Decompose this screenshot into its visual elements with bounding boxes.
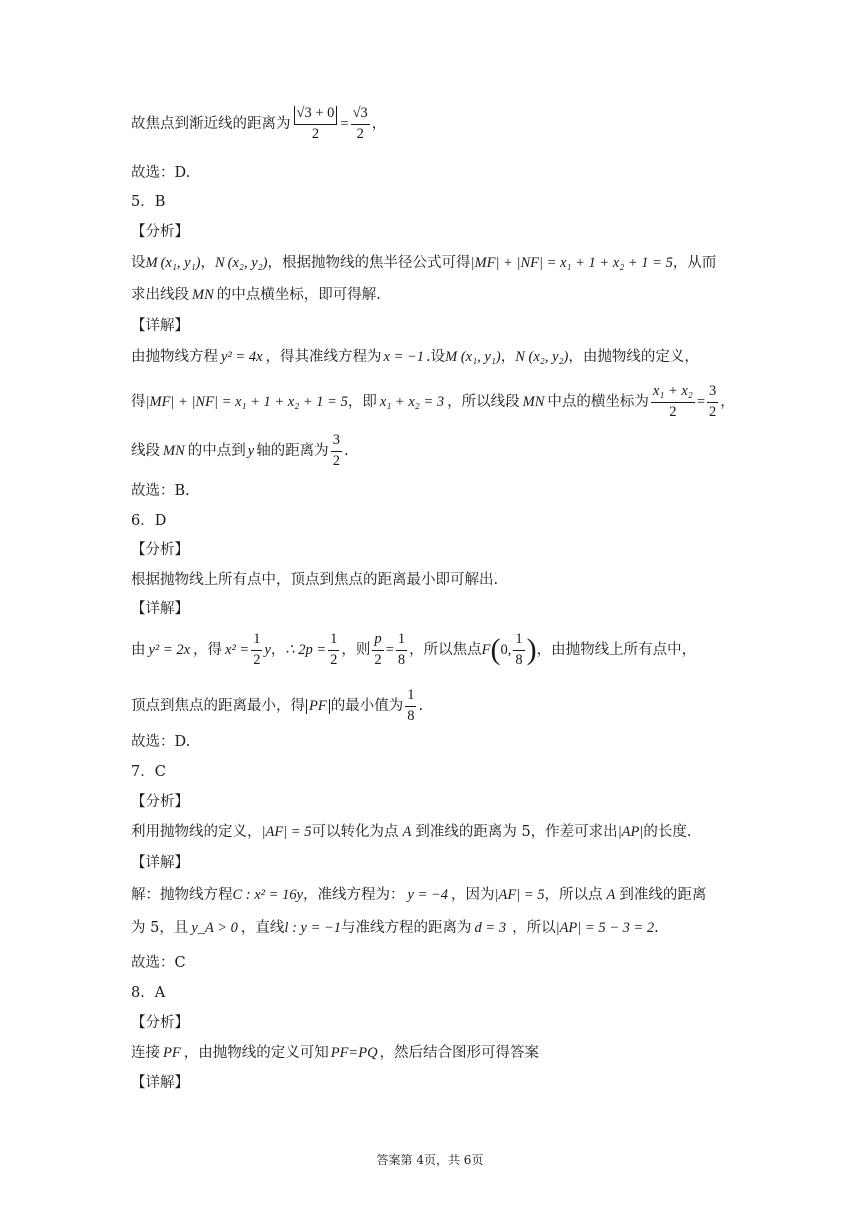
text: ， [200, 255, 215, 271]
text: 【详解】 [131, 318, 189, 334]
text: ，得 [193, 642, 223, 659]
fraction-denominator: 2 [356, 125, 364, 142]
math: |MF| + |NF| = x₁ + 1 + x₂ + 1 = 5 [470, 255, 673, 271]
text: ，所以焦点 [409, 642, 482, 659]
text: 到准线的距离为 5，作差可求出 [415, 824, 618, 840]
text: 的长度. [643, 824, 692, 840]
text: ，得其准线方程为 [265, 349, 382, 365]
text-line [131, 256, 716, 271]
fraction-numerator: p [372, 632, 383, 651]
text: ，因为 [451, 887, 495, 903]
fraction-numerator: 1 [251, 632, 262, 651]
math: y = −4 [407, 887, 449, 903]
math: d = 3 [474, 920, 507, 936]
text: 故选：C [131, 955, 186, 971]
text: ，然后结合图形可得答案 [379, 1045, 540, 1061]
math: A [402, 824, 412, 840]
text: 由抛物线方程 [131, 349, 218, 365]
fraction [328, 632, 339, 669]
text: ，所以点 [544, 887, 603, 903]
fraction-denominator: 2 [332, 452, 340, 469]
fraction-numerator: 3 [331, 433, 342, 452]
right-paren: ) [526, 633, 537, 667]
math: (x₂, y₂) [227, 255, 268, 271]
text: 【详解】 [131, 855, 189, 871]
text-line [131, 288, 381, 303]
answer-choice [131, 735, 190, 750]
section-heading [131, 319, 189, 334]
math: M (x₁, y₁) [445, 349, 501, 365]
section-heading [131, 543, 189, 558]
section-heading [131, 856, 189, 871]
math: MN [522, 394, 545, 411]
text: 利用抛物线的定义， [131, 824, 262, 840]
fraction-denominator: 2 [709, 403, 717, 420]
text: 8．A [131, 985, 166, 1001]
text: .设 [426, 349, 446, 365]
text: 到准线的距离 [619, 887, 707, 903]
text: 与准线方程的距离为 [341, 920, 472, 936]
math: l : y = −1 [284, 920, 342, 936]
fraction-numerator: 3 [707, 384, 718, 403]
question-number [131, 986, 165, 1001]
equals: = [385, 642, 394, 659]
math: C : x² = 16y [232, 887, 304, 903]
question-number [131, 195, 165, 210]
fraction-numerator: 1 [513, 632, 524, 651]
left-paren: ( [490, 633, 501, 667]
math: PF=PQ [330, 1045, 378, 1061]
text: 【分析】 [131, 1015, 189, 1031]
fraction [651, 384, 695, 421]
fraction [251, 632, 262, 669]
fraction [707, 384, 718, 421]
math: |AF| = 5 [494, 887, 545, 903]
text: . [654, 920, 659, 936]
text: ，由抛物线的定义， [568, 349, 699, 365]
text: 6．D [131, 513, 167, 529]
page-footer: 答案第 4页，共 6页 [376, 1153, 484, 1167]
section-heading [131, 602, 189, 617]
fraction-numerator: x₁ + x₂ [651, 384, 695, 403]
text: 为 5，且 [131, 920, 189, 936]
text: 5．B [131, 194, 166, 210]
fraction-numerator: 1 [405, 688, 416, 707]
text: 故焦点到渐近线的距离为 [131, 116, 291, 133]
math: y_A > 0 [191, 920, 238, 936]
math: PF [163, 1045, 181, 1061]
text: ，准线方程为： [303, 887, 405, 903]
text: 的中点到 [187, 443, 246, 460]
math: PF [306, 699, 330, 714]
text-line [131, 921, 659, 936]
text-line [131, 825, 691, 840]
math: |AP| = 5 − 3 = 2 [555, 920, 655, 936]
math: x² = [225, 642, 250, 659]
math: x₁ + x₂ = 3 [379, 394, 445, 411]
text: ， [270, 642, 286, 659]
text: 【详解】 [131, 1075, 189, 1091]
math: |MF| + |NF| = x₁ + 1 + x₂ + 1 = 5 [145, 394, 348, 411]
text: 中点的横坐标为 [547, 394, 649, 411]
text-line-focus-distance [131, 106, 386, 143]
fraction [513, 632, 524, 669]
fraction-denominator: 2 [330, 651, 338, 668]
fraction [396, 632, 407, 669]
question-number [131, 765, 166, 780]
text: 【分析】 [131, 542, 189, 558]
text: 故选：D. [131, 165, 191, 181]
fraction [372, 632, 383, 669]
text: 【详解】 [131, 601, 189, 617]
math: |AF| = 5 [261, 824, 312, 840]
math: MN [163, 443, 185, 460]
fraction-numerator: √3 [351, 106, 370, 125]
equals: = [696, 394, 706, 411]
fraction-numerator: 1 [396, 632, 407, 651]
text: ， [371, 116, 387, 133]
fraction-numerator: √3 + 0 [294, 106, 338, 125]
text: 故选：B. [131, 483, 190, 499]
text: ，从而 [672, 255, 717, 271]
text: ，所以线段 [447, 394, 520, 411]
text: 7．C [131, 764, 166, 780]
text-line [131, 688, 423, 725]
text-line [131, 384, 735, 421]
answer-choice [131, 956, 186, 971]
text: . [418, 698, 424, 715]
fraction-denominator: 2 [374, 651, 382, 668]
math: 0, [500, 642, 512, 659]
fraction-denominator: 2 [311, 125, 320, 142]
fraction-numerator: 1 [328, 632, 339, 651]
fraction [331, 433, 342, 470]
section-heading [131, 1016, 189, 1031]
text: 的中点横坐标，即可得解. [216, 287, 381, 303]
text-line [131, 888, 706, 903]
section-heading [131, 795, 189, 810]
text: 根据抛物线上所有点中，顶点到焦点的距离最小即可解出. [131, 572, 499, 588]
text: 设 [131, 255, 146, 271]
text: 故选：D. [131, 734, 191, 750]
text: ，所以 [512, 920, 556, 936]
text-line [131, 573, 498, 588]
text: 顶点到焦点的距离最小，得 [131, 698, 305, 715]
text: ，根据抛物线的焦半径公式可得 [267, 255, 471, 271]
text: 线段 [131, 443, 160, 460]
question-number [131, 514, 166, 529]
fraction-denominator: 2 [669, 403, 677, 420]
text: 连接 [131, 1045, 160, 1061]
math: N (x₂, y₂) [515, 349, 569, 365]
text-line [131, 1046, 539, 1061]
text-line [131, 632, 696, 669]
answer-choice [131, 166, 190, 181]
math: y [247, 443, 255, 460]
text: 轴的距离为 [256, 443, 329, 460]
text: . [343, 443, 349, 460]
fraction-denominator: 2 [253, 651, 261, 668]
math: y² = 2x [148, 642, 191, 659]
math: MN [192, 287, 214, 303]
text-line [131, 433, 349, 470]
fraction-denominator: 8 [515, 651, 523, 668]
text: 可以转化为点 [311, 824, 399, 840]
text: 由 [131, 642, 146, 659]
text-line [131, 350, 699, 365]
text: 【分析】 [131, 794, 189, 810]
text: 的最小值为 [330, 698, 404, 715]
equals: = [340, 116, 349, 133]
text: ， [720, 394, 735, 411]
text: ， [500, 349, 516, 365]
math: M [145, 255, 158, 271]
answer-choice [131, 484, 190, 499]
section-heading [131, 225, 189, 240]
text: 解：抛物线方程 [131, 887, 233, 903]
fraction [351, 106, 370, 143]
section-heading [131, 1076, 189, 1091]
text: ，由抛物线的定义可知 [183, 1045, 329, 1061]
fraction [405, 688, 416, 725]
math: (x₁, y₁) [160, 255, 201, 271]
text: 【分析】 [131, 224, 189, 240]
text: ，即 [347, 394, 377, 411]
text: ，则 [341, 642, 371, 659]
text: ，直线 [240, 920, 285, 936]
math: F [481, 642, 491, 659]
math: N [214, 255, 225, 271]
fraction [293, 106, 339, 143]
math: |AP| [617, 824, 644, 840]
text: 求出线段 [131, 287, 189, 303]
fraction-denominator: 8 [397, 651, 406, 668]
math: y² = 4x [221, 349, 263, 365]
math: A [606, 887, 616, 903]
math: x = −1 [383, 349, 425, 365]
math: y [264, 642, 271, 659]
math: ∴ 2p = [285, 642, 327, 659]
text: 得 [131, 394, 146, 411]
text: ，由抛物线上所有点中， [536, 642, 697, 659]
fraction-denominator: 8 [407, 707, 415, 724]
